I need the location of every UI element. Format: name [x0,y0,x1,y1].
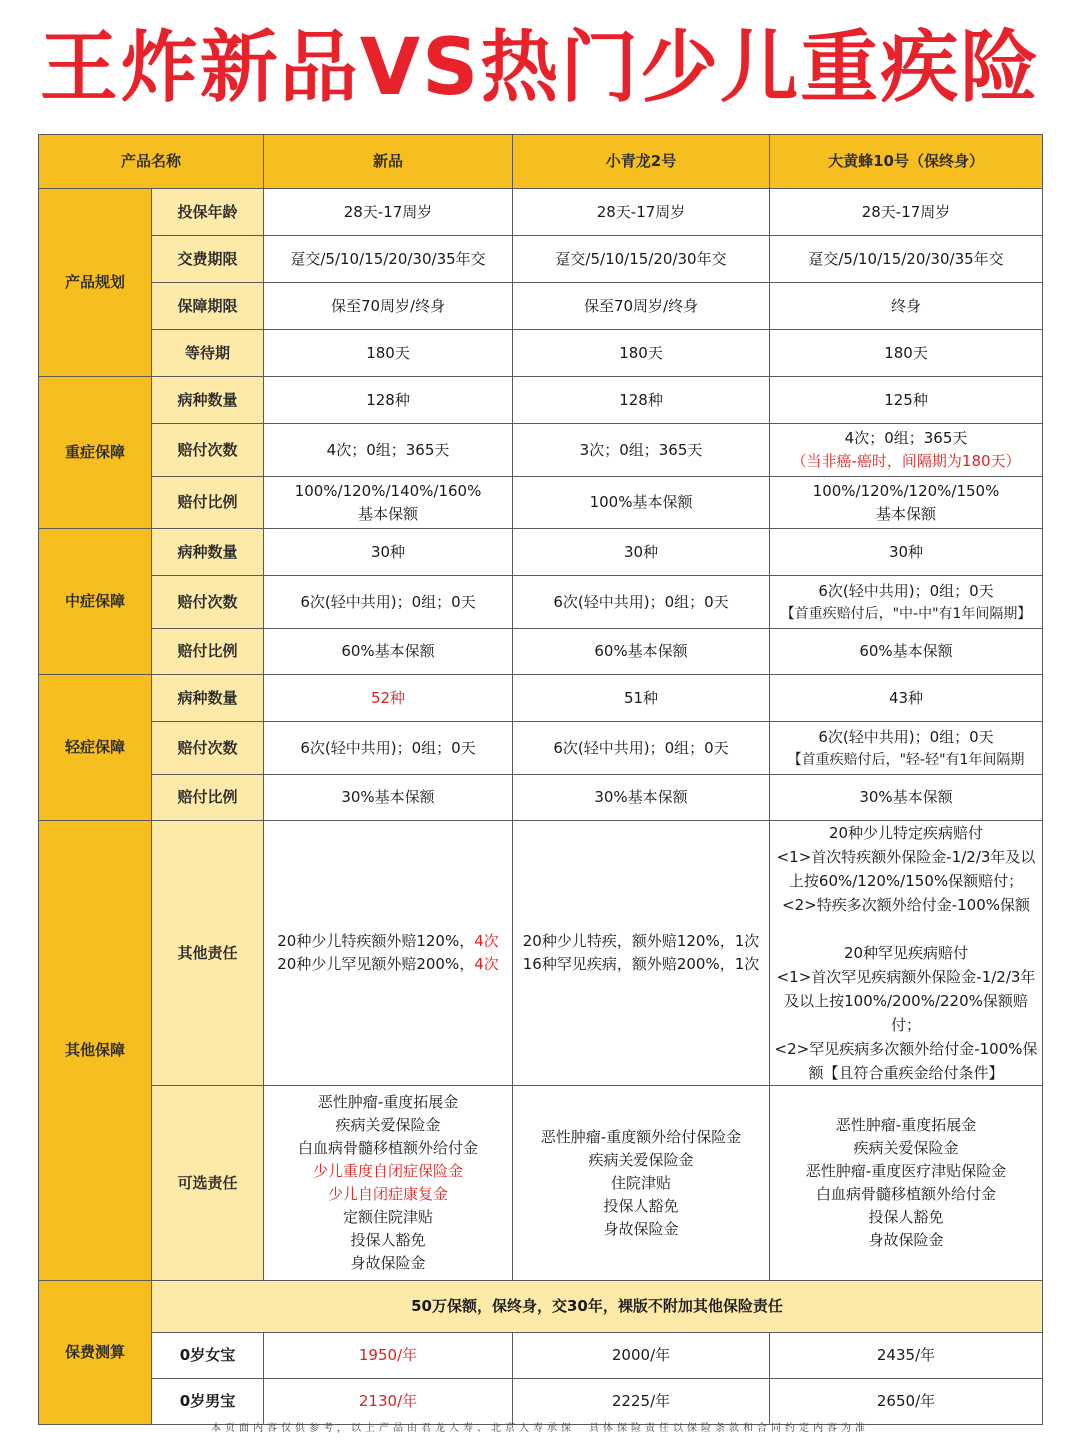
cell-value: 30%基本保额 [264,775,513,821]
cell-value: 3次；0组；365天 [513,424,770,477]
table-row [39,1379,1043,1425]
cell-value: 6次(轻中共用)；0组；0天 [513,576,770,629]
category-premium: 保费测算 [39,1281,152,1425]
row-label: 保障期限 [152,283,264,330]
duty-text: 20种少儿特疾额外赔120%， [277,932,475,950]
cell-value [264,821,513,1086]
cell-value: 28天-17周岁 [513,189,770,236]
table-row [39,722,1043,775]
cell-line: <1>首次罕见疾病额外保险金-1/2/3年及以上按100%/200%/220%保额赔付； [776,968,1036,1034]
cell-line: 16种罕见疾病，额外赔200%，1次 [522,955,760,973]
cell-line: 住院津贴 [611,1173,672,1192]
price-value: 2650/年 [770,1379,1043,1425]
cell-line [268,930,508,953]
header-label: 产品名称 [39,135,264,189]
cell-line: 6次(轻中共用)；0组；0天 [818,727,994,746]
cell-line: 恶性肿瘤-重度拓展金 [835,1116,977,1134]
cell-value: 4次；0组；365天 [264,424,513,477]
category-mild: 轻症保障 [39,675,152,821]
cell-value-highlight: 52种 [264,675,513,722]
table-row [39,1086,1043,1281]
cell-line: <1>首次特疾额外保险金-1/2/3年及以上按60%/120%/150%保额赔付； [776,848,1036,890]
cell-line: 4次；0组；365天 [844,429,968,447]
cell-value: 30种 [264,529,513,576]
row-label: 病种数量 [152,675,264,722]
cell-line: 疾病关爱保险金 [588,1150,694,1169]
row-label: 赔付比例 [152,477,264,529]
cell-line-highlight: 少儿重度自闭症保险金 [313,1162,464,1180]
cell-value [770,821,1043,1086]
duty-count: 4次 [474,932,499,950]
cell-value: 保至70周岁/终身 [264,283,513,330]
cell-value: 128种 [513,377,770,424]
cell-value: 6次(轻中共用)；0组；0天 [264,722,513,775]
table-row [39,629,1043,675]
table-row [39,675,1043,722]
table-row [39,330,1043,377]
cell-line: <2>罕见疾病多次额外给付金-100%保额【且符合重疾金给付条件】 [774,1040,1038,1082]
duty-text: 20种少儿罕见额外赔200%， [277,955,475,973]
table-row [39,775,1043,821]
cell-line: 基本保额 [358,504,419,523]
row-label: 赔付次数 [152,424,264,477]
cell-line: 疾病关爱保险金 [853,1139,959,1157]
cell-value: 51种 [513,675,770,722]
table-row [39,424,1043,477]
cell-value: 60%基本保额 [770,629,1043,675]
table-row [39,576,1043,629]
price-highlight: 1950/年 [264,1333,513,1379]
cell-value [770,1086,1043,1281]
cell-line: 白血病骨髓移植额外给付金 [816,1185,997,1203]
cell-line: 身故保险金 [868,1231,944,1249]
cell-value [770,576,1043,629]
cell-value: 180天 [264,330,513,377]
cell-value: 180天 [513,330,770,377]
table-row [39,821,1043,1086]
row-label: 其他责任 [152,821,264,1086]
cell-line: 基本保额 [876,504,937,523]
row-label: 赔付比例 [152,629,264,675]
category-other: 其他保障 [39,821,152,1281]
cell-value: 60%基本保额 [264,629,513,675]
cell-line: 身故保险金 [350,1254,426,1272]
row-label: 病种数量 [152,529,264,576]
row-label: 赔付次数 [152,722,264,775]
cell-value [264,477,513,529]
cell-value: 6次(轻中共用)；0组；0天 [264,576,513,629]
cell-line [268,953,508,976]
cell-line: 身故保险金 [603,1219,679,1238]
cell-value: 6次(轻中共用)；0组；0天 [513,722,770,775]
cell-value: 125种 [770,377,1043,424]
category-plan: 产品规划 [39,189,152,377]
cell-line [774,917,1038,941]
price-highlight: 2130/年 [264,1379,513,1425]
table-row [39,529,1043,576]
cell-value: 30%基本保额 [770,775,1043,821]
cell-line: 白血病骨髓移植额外给付金 [298,1139,479,1157]
premium-banner: 50万保额，保终身，交30年，裸版不附加其他保险责任 [152,1281,1043,1333]
cell-value: 30种 [770,529,1043,576]
page-title: 王炸新品VS热门少儿重疾险 [39,23,1041,113]
cell-value: 128种 [264,377,513,424]
cell-value: 28天-17周岁 [770,189,1043,236]
cell-value: 趸交/5/10/15/20/30年交 [513,236,770,283]
cell-line: 20种少儿特疾，额外赔120%，1次 [522,932,760,950]
product-name-3: 大黄蜂10号（保终身） [770,135,1043,189]
row-label: 赔付次数 [152,576,264,629]
interval-note: 【首重疾赔付后，"中-中"有1年间隔期】 [780,605,1032,622]
cell-value: 180天 [770,330,1043,377]
row-label: 赔付比例 [152,775,264,821]
cell-line: 6次(轻中共用)；0组；0天 [818,581,994,600]
cell-line: 100%/120%/140%/160% [294,481,482,500]
row-label: 0岁女宝 [152,1333,264,1379]
cell-value [264,1086,513,1281]
cell-line: 恶性肿瘤-重度拓展金 [317,1093,459,1111]
cell-value: 100%基本保额 [513,477,770,529]
category-moderate: 中症保障 [39,529,152,675]
cell-line: 恶性肿瘤-重度医疗津贴保险金 [805,1162,1007,1180]
cell-value [513,821,770,1086]
duty-count: 4次 [474,955,499,973]
table-row [39,377,1043,424]
cell-line: 100%/120%/120%/150% [812,481,1000,500]
row-label: 可选责任 [152,1086,264,1281]
interval-note: 【首重疾赔付后，"轻-轻"有1年间隔期 [787,751,1025,768]
product-name-1: 新品 [264,135,513,189]
cell-line: 投保人豁免 [603,1196,679,1215]
row-label: 等待期 [152,330,264,377]
cell-value: 28天-17周岁 [264,189,513,236]
table-row [39,236,1043,283]
product-name-2: 小青龙2号 [513,135,770,189]
price-value: 2000/年 [513,1333,770,1379]
cell-value [770,424,1043,477]
cell-line: 20种少儿特定疾病赔付 [828,824,984,842]
cell-value: 30种 [513,529,770,576]
cell-line: 投保人豁免 [868,1208,944,1226]
table-row [39,283,1043,330]
cell-value: 趸交/5/10/15/20/30/35年交 [264,236,513,283]
header-row [39,135,1043,189]
cell-line: 恶性肿瘤-重度额外给付保险金 [540,1127,742,1146]
price-value: 2225/年 [513,1379,770,1425]
cell-value: 保至70周岁/终身 [513,283,770,330]
cell-line: 投保人豁免 [350,1231,426,1249]
cell-value: 60%基本保额 [513,629,770,675]
row-label: 0岁男宝 [152,1379,264,1425]
cell-line: 定额住院津贴 [343,1208,434,1226]
cell-line: <2>特疾多次额外给付金-100%保额 [782,896,1030,914]
table-row [39,189,1043,236]
row-label: 交费期限 [152,236,264,283]
cell-line: 20种罕见疾病赔付 [843,944,969,962]
interval-note: （当非癌-癌时，间隔期为180天） [791,452,1021,470]
price-value: 2435/年 [770,1333,1043,1379]
cell-line-highlight: 少儿自闭症康复金 [328,1185,449,1203]
row-label: 病种数量 [152,377,264,424]
comparison-table [38,134,1043,1425]
cell-value: 趸交/5/10/15/20/30/35年交 [770,236,1043,283]
table-row [39,1333,1043,1379]
cell-value [770,477,1043,529]
category-critical: 重症保障 [39,377,152,529]
cell-value: 30%基本保额 [513,775,770,821]
cell-value [770,722,1043,775]
cell-value: 43种 [770,675,1043,722]
table-row [39,477,1043,529]
table-row [39,1281,1043,1333]
cell-line: 疾病关爱保险金 [335,1116,441,1134]
cell-value: 终身 [770,283,1043,330]
cell-value [513,1086,770,1281]
disclaimer-footer: 本页面内容仅供参考，以上产品由君龙人寿、北京人寿承保 具体保险责任以保险条款和合同约定内容为准 [211,1423,869,1434]
row-label: 投保年龄 [152,189,264,236]
